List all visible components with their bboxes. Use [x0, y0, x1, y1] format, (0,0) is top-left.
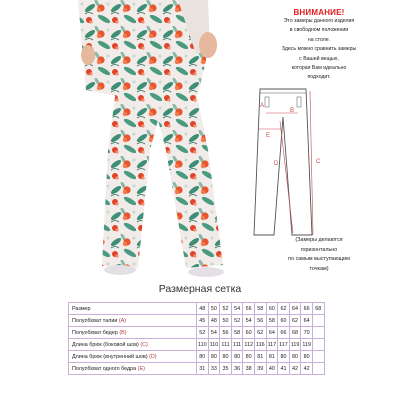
note-line: горизонтально [300, 246, 338, 253]
table-row [69, 327, 325, 339]
value-cell: 60 [243, 327, 255, 339]
row-label [69, 363, 197, 375]
value-cell: 58 [231, 327, 243, 339]
value-cell: 54 [243, 315, 255, 327]
notice-line: которая Вам идеально [291, 65, 347, 72]
notice-title: ВНИМАНИЕ! [293, 8, 345, 17]
size-cell: 54 [231, 303, 243, 315]
notice-line: подходит. [307, 74, 331, 81]
value-cell: 40 [266, 363, 278, 375]
size-cell: 58 [254, 303, 266, 315]
value-cell: 70 [301, 327, 313, 339]
value-cell: 42 [301, 363, 313, 375]
value-cell: 81 [266, 351, 278, 363]
size-cell: 52 [220, 303, 232, 315]
row-label [69, 327, 197, 339]
value-cell: 112 [243, 339, 255, 351]
value-cell: 80 [231, 351, 243, 363]
row-label [69, 303, 197, 315]
size-cell: 50 [208, 303, 220, 315]
value-cell [312, 315, 324, 327]
value-cell: 62 [289, 315, 301, 327]
notice-line: Это замеры данного изделия [283, 18, 355, 24]
value-cell: 31 [197, 363, 209, 375]
row-label [69, 315, 197, 327]
diagram-label-a: A [260, 103, 265, 109]
value-cell: 42 [289, 363, 301, 375]
value-cell: 62 [254, 327, 266, 339]
measurement-note [246, 236, 392, 274]
diagram-label-d: D [274, 161, 279, 167]
size-chart-title: Размерная сетка [158, 283, 242, 295]
value-cell: 35 [220, 363, 232, 375]
table-row [69, 339, 325, 351]
size-header-row [69, 303, 325, 315]
value-cell: 52 [231, 315, 243, 327]
row-label-text: Полуобхват одного бедра [72, 365, 137, 372]
row-label-text: Длина брюк (внутренний шов) [72, 353, 148, 360]
table-row [69, 363, 325, 375]
size-cell: 68 [312, 303, 324, 315]
table-row [69, 315, 325, 327]
value-cell: 58 [266, 315, 278, 327]
diagram-label-e: E [266, 133, 271, 139]
value-cell: 52 [197, 327, 209, 339]
size-cell: 64 [289, 303, 301, 315]
value-cell: 111 [231, 339, 243, 351]
row-label-tag: (С) [140, 341, 148, 348]
note-line: (Замеры делаются [295, 237, 343, 243]
value-cell: 41 [278, 363, 290, 375]
size-cell: 62 [278, 303, 290, 315]
table-row [69, 351, 325, 363]
value-cell: 68 [289, 327, 301, 339]
value-cell [312, 363, 324, 375]
row-label-text: Размер [72, 305, 91, 312]
row-label-text: Длина брюк (боковой шов) [72, 341, 139, 348]
row-label-tag: (Е) [137, 365, 145, 372]
row-label [69, 339, 197, 351]
row-label-text: Полуобхват бедер [72, 329, 118, 336]
value-cell: 33 [208, 363, 220, 375]
value-cell: 64 [266, 327, 278, 339]
value-cell: 119 [301, 339, 313, 351]
diagram-label-b: B [290, 108, 295, 114]
value-cell: 116 [254, 339, 266, 351]
size-chart-table [68, 302, 325, 375]
value-cell: 38 [243, 363, 255, 375]
row-label-tag: (D) [149, 353, 157, 360]
value-cell: 110 [197, 339, 209, 351]
value-cell [312, 327, 324, 339]
value-cell: 80 [301, 351, 313, 363]
diagram-label-c: C [316, 159, 321, 165]
note-line: точкам) [309, 265, 329, 272]
row-label-tag: (В) [119, 329, 127, 336]
value-cell: 50 [220, 315, 232, 327]
value-cell: 64 [301, 315, 313, 327]
value-cell: 110 [208, 339, 220, 351]
row-label-tag: (А) [118, 317, 127, 324]
value-cell: 119 [289, 339, 301, 351]
size-cell: 48 [197, 303, 209, 315]
row-label-text: Полуобхват талии [72, 317, 118, 324]
value-cell: 56 [220, 327, 232, 339]
value-cell: 117 [266, 339, 278, 351]
size-cell: 56 [243, 303, 255, 315]
size-cell: 60 [266, 303, 278, 315]
size-cell: 66 [301, 303, 313, 315]
notice-line: Здесь можно сравнить замеры [281, 46, 357, 53]
value-cell: 117 [278, 339, 290, 351]
trousers-measurement-diagram [238, 85, 338, 240]
value-cell: 48 [208, 315, 220, 327]
row-label [69, 351, 197, 363]
value-cell: 80 [197, 351, 209, 363]
value-cell [312, 351, 324, 363]
value-cell: 80 [243, 351, 255, 363]
value-cell: 56 [254, 315, 266, 327]
value-cell: 39 [254, 363, 266, 375]
value-cell [312, 339, 324, 351]
value-cell: 81 [254, 351, 266, 363]
notice-line: с Вашей вещью, [299, 55, 339, 62]
product-photo [58, 0, 243, 280]
value-cell: 54 [208, 327, 220, 339]
value-cell: 80 [208, 351, 220, 363]
value-cell: 36 [231, 363, 243, 375]
value-cell: 45 [197, 315, 209, 327]
value-cell: 66 [278, 327, 290, 339]
value-cell: 80 [289, 351, 301, 363]
value-cell: 80 [278, 351, 290, 363]
value-cell: 80 [220, 351, 232, 363]
notice-line: в свободном положении [289, 27, 349, 34]
notice-line: на столе. [307, 36, 331, 43]
value-cell: 111 [220, 339, 232, 351]
notice-block [248, 8, 390, 83]
note-line: по самым выступающим [288, 256, 350, 263]
value-cell: 60 [278, 315, 290, 327]
